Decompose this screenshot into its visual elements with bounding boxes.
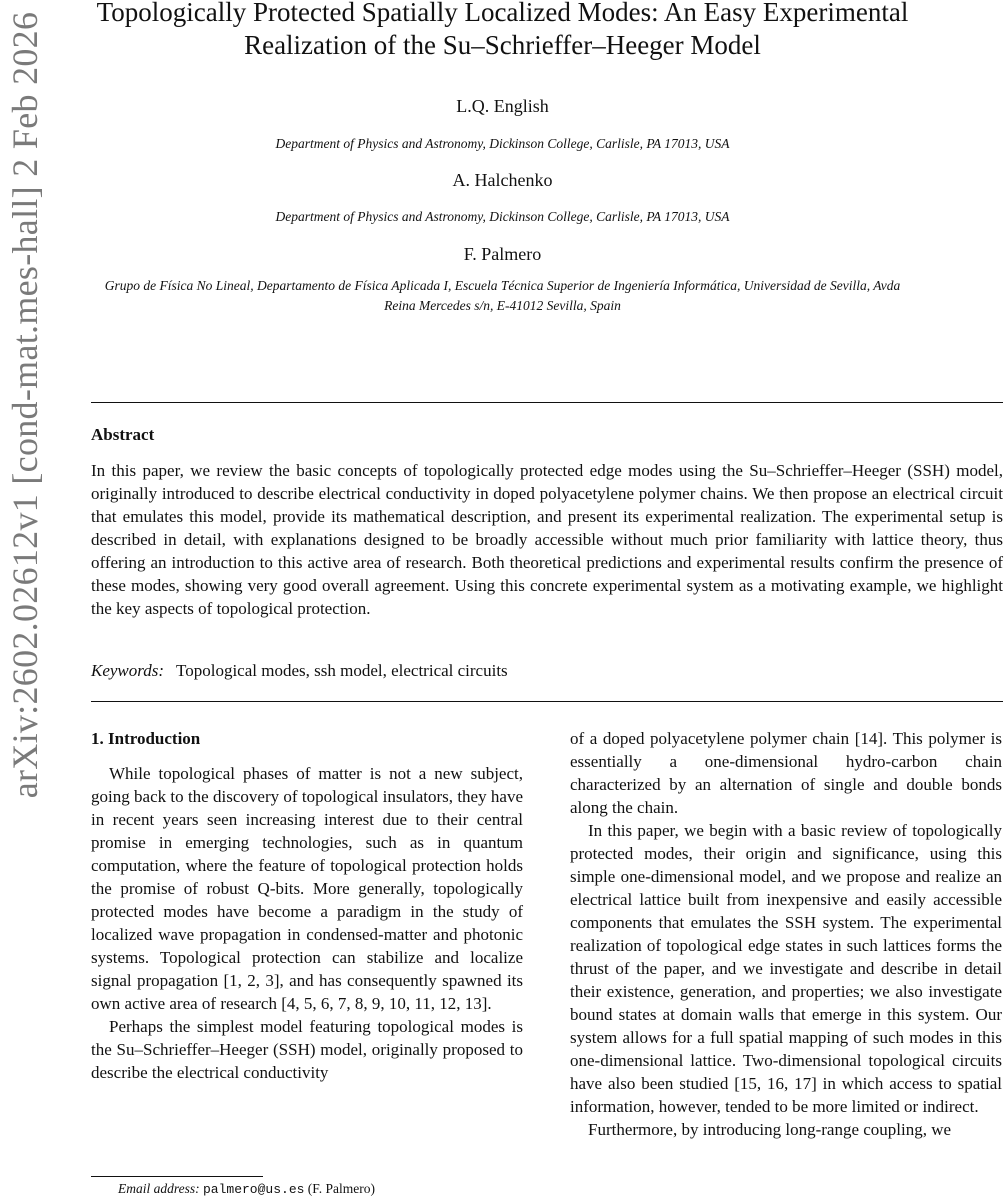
paragraph: of a doped polyacetylene polymer chain [14]. This polymer is essentially a one-dimensional hydro-carbon chain characterized by an alternation of single and double bonds along the chain. (570, 729, 1002, 817)
arxiv-sidebar-stamp (0, 0, 50, 799)
section-heading: 1. Introduction (91, 729, 201, 748)
author-name: L.Q. English (456, 96, 549, 116)
footnote-owner: (F. Palmero) (307, 1181, 375, 1196)
paragraph: Furthermore, by introducing long-range coupling, we (588, 1120, 952, 1139)
abstract-text: In this paper, we review the basic concepts of topologically protected edge modes using the Su–Schrieffer–Heeger (SSH) model, originally introduced to describe electrical conductivity in doped polyacetylene polymer chains. We then propose an electrical circuit that emulates this model, provide its mathematical description, and present its experimental realization. The experimental setup is described in detail, with explanations designed to be broadly accessible without much prior familiarity with lattice theory, thus offering an introduction to this active area of research. Both theoretical predictions and experimental results confirm the presence of these modes, showing very good overall agreement. Using this concrete experimental system as a motivating example, we highlight the key aspects of topological protection. (91, 461, 1003, 618)
author-affiliation: Department of Physics and Astronomy, Dickinson College, Carlisle, PA 17013, USA (275, 209, 730, 224)
author-affiliation: Department of Physics and Astronomy, Dickinson College, Carlisle, PA 17013, USA (275, 136, 730, 151)
paragraph: In this paper, we begin with a basic review of topologically protected modes, their origin and significance, using this simple one-dimensional model, and we propose and realize an electrical lattice built from inexpensive and easily accessible components that emulates the SSH system. The experimental realization of topological edge states in such lattices forms the thrust of the paper, and we investigate and describe in detail their existence, generation, and properties; we also investigate bound states at domain walls that emerge in this system. Our system allows for a full spatial mapping of such modes in this one-dimensional lattice. Two-dimensional topological circuits have also been studied [15, 16, 17] in which access to spatial information, however, tended to be more limited or indirect. (570, 821, 1002, 1116)
paper-title: Topologically Protected Spatially Localized Modes: An Easy Experimental Realization of the Su–Schrieffer–Heeger Model (96, 0, 909, 60)
abstract-bottom-rule (91, 701, 1003, 702)
author-affiliation: Grupo de Física No Lineal, Departamento de Física Aplicada I, Escuela Técnica Superior de Ingeniería Informática, Universidad de Sevilla, Avda Reina Mercedes s/n, E-41012 Sevilla, Spain (104, 278, 901, 313)
keywords-text: Topological modes, ssh model, electrical circuits (176, 661, 508, 680)
left-column (91, 727, 523, 1084)
author-name: A. Halchenko (452, 170, 553, 190)
footnote-rule (91, 1176, 263, 1177)
right-column (570, 727, 1002, 1141)
keywords-label: Keywords: (91, 661, 165, 680)
email-link[interactable]: palmero@us.es (203, 1182, 305, 1197)
paragraph: Perhaps the simplest model featuring topological modes is the Su–Schrieffer–Heeger (SSH) model, originally proposed to describe the electrical conductivity (91, 1017, 523, 1082)
footnote-label: Email address: (118, 1181, 200, 1196)
arxiv-identifier: arXiv:2602.02612v1 [cond-mat.mes-hall] 2 Feb 2026 (5, 11, 45, 799)
keywords-line (91, 661, 508, 681)
abstract-heading: Abstract (91, 425, 155, 444)
paragraph: While topological phases of matter is not a new subject, going back to the discovery of topological insulators, they have in recent years seen increasing interest due to their central promise in emerging technologies, such as in quantum computation, where the feature of topological protection holds the promise of robust Q-bits. More generally, topologically protected modes have become a paradigm in the study of localized wave propagation in condensed-matter and photonic systems. Topological protection can stabilize and localize signal propagation [1, 2, 3], and has consequently spawned its own active area of research [4, 5, 6, 7, 8, 9, 10, 11, 12, 13]. (91, 764, 523, 1013)
author-name: F. Palmero (463, 244, 542, 264)
abstract-top-rule (91, 402, 1003, 403)
footnote (118, 1181, 375, 1197)
